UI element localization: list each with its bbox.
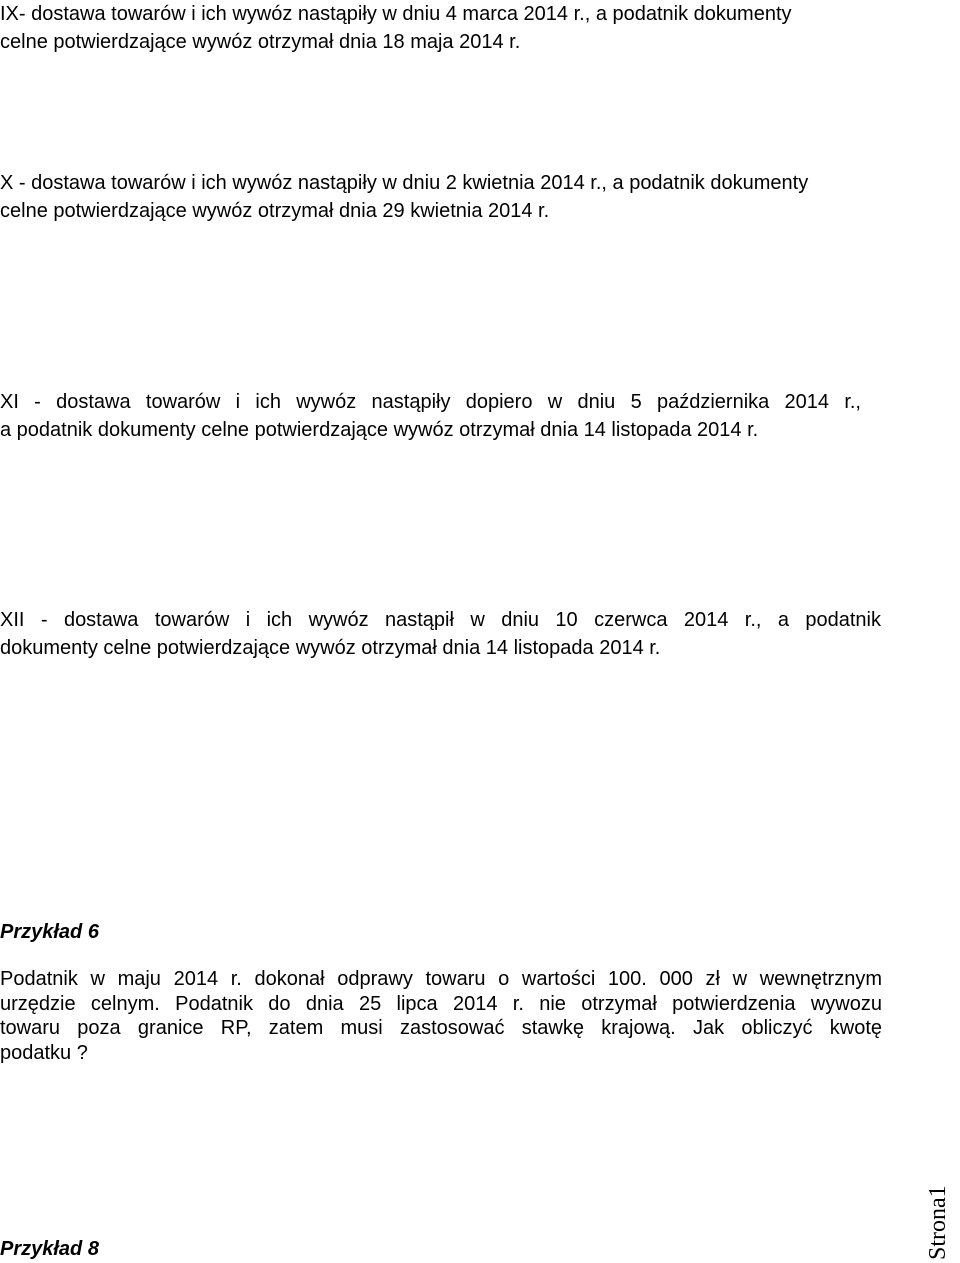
example-6-paragraph — [0, 967, 882, 1065]
case-xii-line-2: dokumenty celne potwierdzające wywóz otrzymał dnia 14 listopada 2014 r. — [0, 637, 661, 659]
example-8-heading: Przykład 8 — [0, 1238, 99, 1260]
example-6-line-1: Podatnik w maju 2014 r. dokonał odprawy towaru o wartości 100. 000 zł w wewnętrznym — [0, 968, 882, 990]
case-xi-line-1: XI - dostawa towarów i ich wywóz nastąpiły dopiero w dniu 5 października 2014 r., — [0, 391, 861, 413]
case-xii-paragraph — [0, 606, 881, 662]
example-6-line-4: podatku ? — [0, 1041, 88, 1064]
example-6-line-2: urzędzie celnym. Podatnik do dnia 25 lipca 2014 r. nie otrzymał potwierdzenia wywozu — [0, 992, 882, 1015]
case-ix-line-1: IX- dostawa towarów i ich wywóz nastąpiły w dniu 4 marca 2014 r., a podatnik dokumenty — [0, 3, 792, 25]
case-x-line-1: X - dostawa towarów i ich wywóz nastąpiły w dniu 2 kwietnia 2014 r., a podatnik dokumenty — [0, 172, 809, 194]
case-x-line-2: celne potwierdzające wywóz otrzymał dnia 29 kwietnia 2014 r. — [0, 200, 550, 222]
case-ix-line-2: celne potwierdzające wywóz otrzymał dnia 18 maja 2014 r. — [0, 31, 521, 53]
case-xi-paragraph — [0, 388, 861, 444]
page-number-label: Strona1 — [925, 1185, 951, 1260]
case-xi-line-2: a podatnik dokumenty celne potwierdzające wywóz otrzymał dnia 14 listopada 2014 r. — [0, 419, 759, 441]
case-x-paragraph — [0, 169, 883, 225]
case-ix-paragraph — [0, 0, 883, 56]
example-6-line-3: towaru poza granice RP, zatem musi zastosować stawkę krajową. Jak obliczyć kwotę — [0, 1017, 882, 1039]
example-6-heading: Przykład 6 — [0, 921, 99, 943]
case-xii-line-1: XII - dostawa towarów i ich wywóz nastąpił w dniu 10 czerwca 2014 r., a podatnik — [0, 609, 881, 631]
